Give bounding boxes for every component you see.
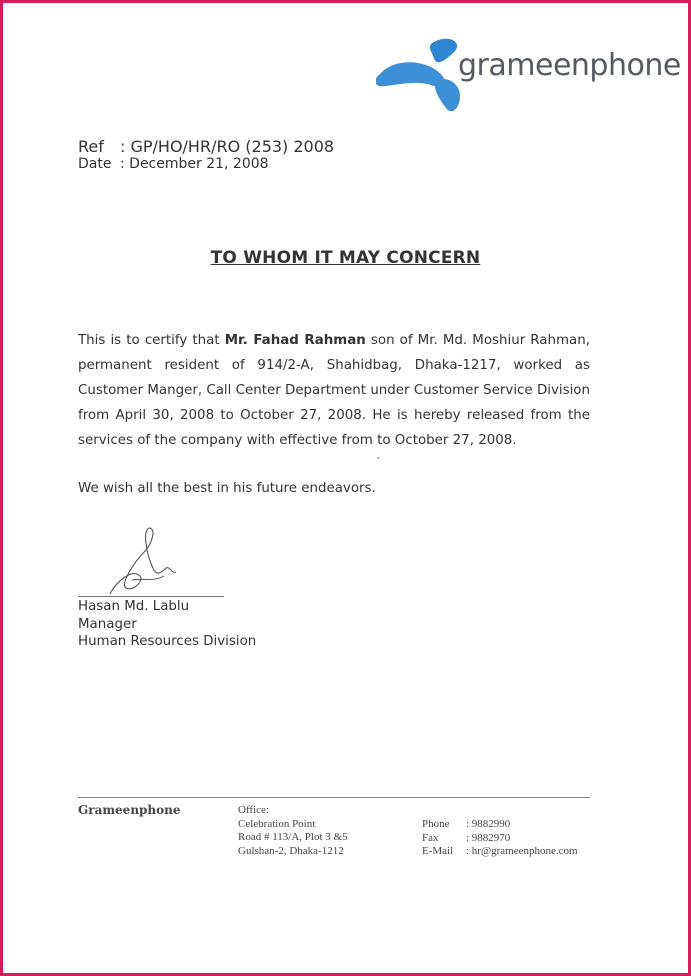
phone-value: : 9882990: [466, 818, 511, 830]
signature-line: [78, 596, 224, 597]
signatory-division: Human Resources Division: [78, 634, 257, 649]
ref-value: : GP/HO/HR/RO (253) 2008: [120, 137, 335, 156]
email-label: E-Mail: [422, 845, 454, 857]
employee-name: Mr. Fahad Rahman: [224, 333, 366, 348]
fax-label: Fax: [422, 831, 439, 844]
date-row: [78, 156, 334, 175]
office-label: Office:: [238, 804, 269, 816]
certification-paragraph: [78, 328, 590, 453]
paragraph-rest: son of Mr. Md. Moshiur Rahman, permanent resident of 914/2-A, Shahidbag, Dhaka-1217, worked as Customer Manger, Call Center Department under Customer Service Division from April 30, 2008 to October 27, 2008. He is hereby released from the services of the company with effective from to October 27, 2008.: [78, 333, 590, 448]
signatory-designation: Manager: [78, 616, 137, 632]
paragraph-intro: This is to certify that: [78, 333, 225, 348]
ref-label: Ref: [78, 137, 104, 156]
stray-mark: [377, 457, 379, 459]
email-value: : hr@grameenphone.com: [466, 845, 578, 857]
ref-row: [78, 137, 334, 156]
footer-office-address: [238, 804, 348, 858]
signature-graphic: [80, 522, 230, 602]
email-row: [422, 845, 578, 859]
fax-row: [422, 832, 578, 846]
reference-block: [78, 137, 334, 175]
address-line: Road # 113/A, Plot 3 &5: [238, 831, 348, 843]
phone-row: [422, 818, 578, 832]
fax-value: : 9882970: [466, 831, 511, 844]
signatory-block: [78, 598, 256, 651]
footer-contacts: [422, 818, 578, 859]
signatory-name: Hasan Md. Lablu: [78, 599, 190, 614]
address-line: Gulshan-2, Dhaka-1212: [238, 844, 344, 857]
footer-company: Grameenphone: [78, 803, 181, 817]
phone-label: Phone: [422, 818, 450, 830]
closing-sentence: We wish all the best in his future endeavors.: [78, 481, 376, 496]
date-label: Date: [78, 156, 112, 172]
letter-title: TO WHOM IT MAY CONCERN: [210, 248, 481, 268]
brand-wordmark: grameenphone: [458, 48, 681, 83]
date-value: : December 21, 2008: [120, 156, 269, 172]
footer-divider: [78, 797, 590, 798]
address-line: Celebration Point: [238, 817, 316, 830]
